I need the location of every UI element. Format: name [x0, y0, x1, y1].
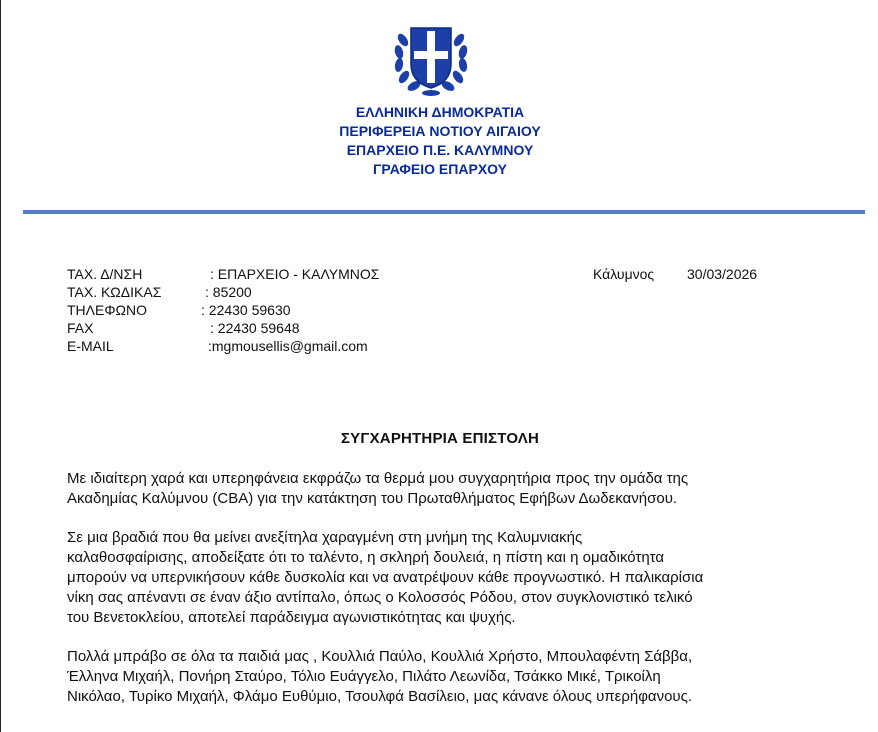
letter-title: ΣΥΓΧΑΡΗΤΗΡΙΑ ΕΠΙΣΤΟΛΗ: [340, 430, 540, 447]
contact-value: : 85200: [205, 284, 252, 300]
contact-label: ΤΑΧ. ΚΩΔΙΚΑΣ: [67, 284, 162, 300]
header-line-prefecture-office: ΕΠΑΡΧΕΙΟ Π.Ε. ΚΑΛΥΜΝΟΥ: [346, 142, 534, 158]
header-divider: [23, 210, 865, 214]
contact-label: ΤΗΛΕΦΩΝΟ: [67, 302, 147, 318]
contact-value: : 22430 59630: [201, 302, 291, 318]
date: 30/03/2026: [687, 266, 758, 282]
header-line-republic: ΕΛΛΗΝΙΚΗ ΔΗΜΟΚΡΑΤΙΑ: [355, 104, 525, 120]
header-line-region: ΠΕΡΙΦΕΡΕΙΑ ΝΟΤΙΟΥ ΑΙΓΑΙΟΥ: [339, 123, 541, 139]
contact-value: : 22430 59648: [210, 320, 300, 336]
paragraph: Σε μια βραδιά που θα μείνει ανεξίτηλα χαραγμένη στη μνήμη της Καλυμνιακής καλαθοσφαίρισης, αποδείξατε ότι το ταλέντο, η σκληρή δουλειά, η πίστη και η ομαδικότητα μπορούν να υπερνικήσουν κάθε δυσκολία και να ανατρέψουν κάθε προγνωστικό. Η παλικαρίσια νίκη σας απέναντι σε έναν άξιο αντίπαλο, όπως ο Κολοσσός Ρόδου, στον συγκλονιστικό τελικό του Βενετοκλείου, αποτελεί παράδειγμα αγωνιστικότητας και ψυχής.: [67, 529, 704, 626]
letter-body: [67, 469, 847, 726]
place-date: [593, 265, 758, 283]
issuer-header: [1, 103, 878, 179]
greek-coat-of-arms-icon: [393, 18, 469, 98]
header-line-prefect-office: ΓΡΑΦΕΙΟ ΕΠΑΡΧΟΥ: [372, 161, 508, 177]
paragraph: Πολλά μπράβο σε όλα τα παιδιά μας , Κουλλιά Παύλο, Κουλλιά Χρήστο, Μπουλαφέντη Σάββα, Έλληνα Μιχαήλ, Πονήρη Σταύρο, Τόλιο Ευάγγελο, Πιλάτο Λεωνίδα, Τσάκκο Μικέ, Τρικοίλη Νικόλαο, Τυρίκο Μιχαήλ, Φλάμο Ευθύμιο, Τσουλφά Βασίλειο, μας κάνανε όλους υπερήφανους.: [67, 648, 693, 705]
contact-label: FAX: [67, 320, 94, 336]
contact-value: : ΕΠΑΡΧΕΙΟ - ΚΑΛΥΜΝΟΣ: [210, 266, 380, 282]
place: Κάλυμνος: [593, 266, 655, 282]
contact-label: ΤΑΧ. Δ/ΝΣΗ: [67, 266, 143, 282]
paragraph: Με ιδιαίτερη χαρά και υπερηφάνεια εκφράζω τα θερμά μου συγχαρητήρια προς την ομάδα της Ακαδημίας Καλύμνου (CBA) για την κατάκτηση του Πρωταθλήματος Εφήβων Δωδεκανήσου.: [67, 470, 689, 507]
contact-value: :mgmousellis@gmail.com: [208, 338, 368, 354]
contact-label: E-MAIL: [67, 338, 114, 354]
